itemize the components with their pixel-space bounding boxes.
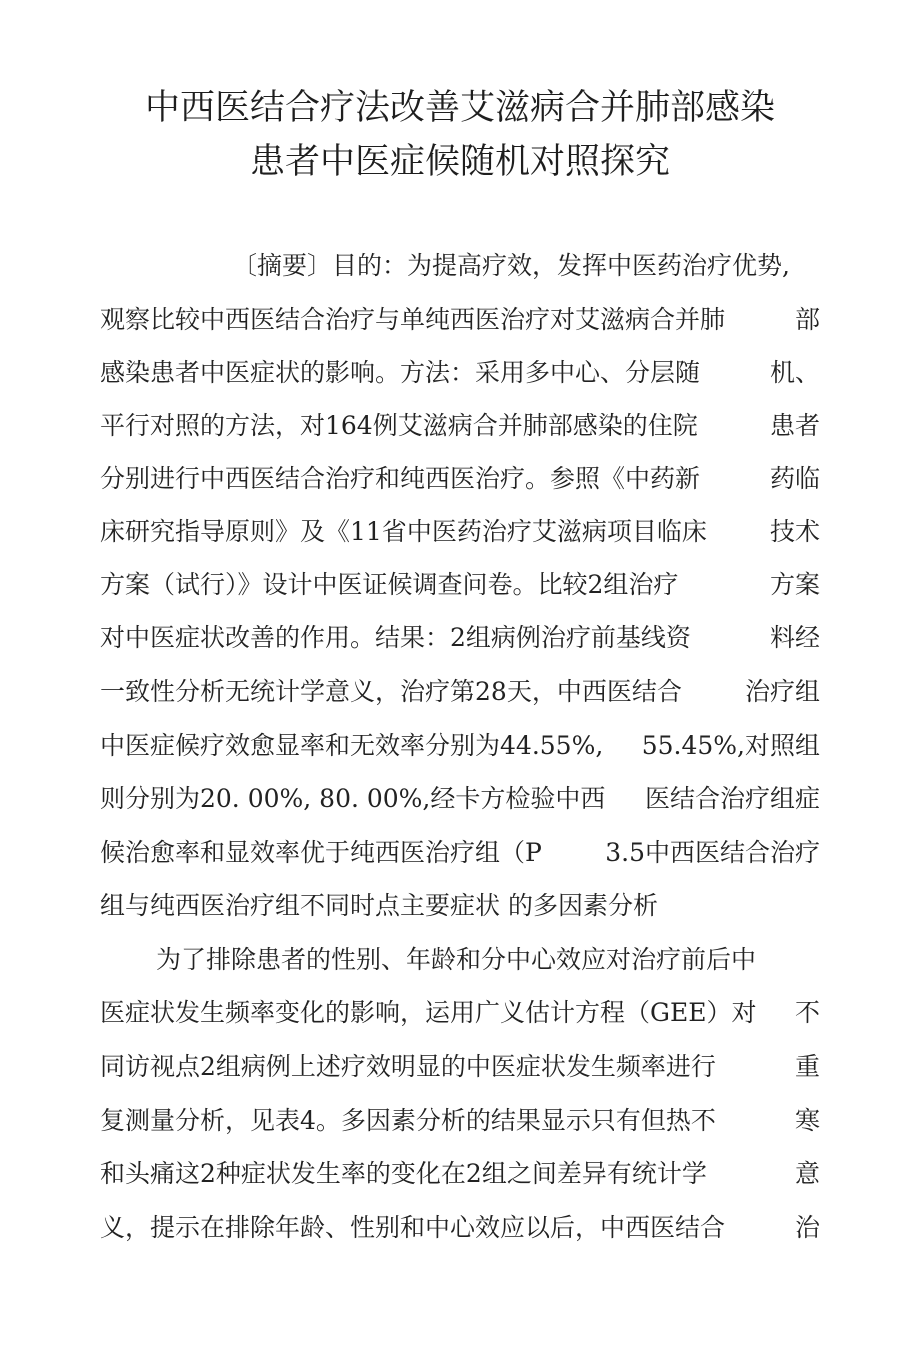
abstract-line-text: 一致性分析无统计学意义，治疗第28天，中西医结合 — [100, 677, 682, 706]
title-line-1: 中西医结合疗法改善艾滋病合并肺部感染 — [144, 88, 775, 128]
abstract-line — [100, 514, 820, 550]
body-line-text: 复测量分析，见表4。多因素分析的结果显示只有但热不 — [100, 1106, 716, 1135]
abstract-line — [100, 461, 820, 497]
body-line — [100, 995, 820, 1031]
abstract-line-tail: 药临 — [769, 464, 820, 493]
abstract-line-text: 组与纯西医治疗组不同时点主要症状 的多因素分析 — [100, 891, 658, 920]
body-line-text: 为了排除患者的性别、年龄和分中心效应对治疗前后中 — [156, 945, 757, 974]
abstract-line — [100, 674, 820, 710]
body-line-tail: 意 — [794, 1159, 820, 1188]
abstract-line-text: 平行对照的方法，对164例艾滋病合并肺部感染的住院 — [100, 411, 698, 440]
title-line-2: 患者中医症候随机对照探究 — [249, 142, 670, 182]
abstract-line — [100, 620, 820, 656]
abstract-line-tail: 3.5中西医结合治疗 — [605, 838, 820, 867]
abstract-line-text: 中医症候疗效愈显率和无效率分别为44.55%, — [100, 731, 604, 760]
body-line-text: 义，提示在排除年龄、性别和中心效应以后，中西医结合 — [100, 1213, 726, 1242]
abstract-line — [100, 888, 820, 924]
abstract-line — [100, 302, 820, 338]
body-line-tail: 寒 — [794, 1106, 820, 1135]
abstract-line-text: 对中医症状改善的作用。结果：2组病例治疗前基线资 — [100, 623, 691, 652]
abstract-line-tail: 技术 — [769, 517, 820, 546]
abstract-line — [100, 835, 820, 871]
abstract-line-tail: 55.45%,对照组 — [641, 731, 820, 760]
abstract-line-tail: 方案 — [769, 570, 820, 599]
abstract-line-text: 〔摘要〕目的：为提高疗效，发挥中医药治疗优势, — [232, 251, 790, 280]
body-line — [100, 1210, 820, 1246]
abstract-line-text: 感染患者中医症状的影响。方法：采用多中心、分层随 — [100, 358, 701, 387]
abstract-line-tail: 患者 — [769, 411, 820, 440]
abstract-line — [100, 728, 820, 764]
abstract-line-tail: 治疗组 — [744, 677, 820, 706]
abstract-line-text: 床研究指导原则》及《11省中医药治疗艾滋病项目临床 — [100, 517, 707, 546]
abstract-line — [100, 408, 820, 444]
abstract-line-text: 方案（试行）》设计中医证候调查问卷。比较2组治疗 — [100, 570, 679, 599]
abstract-line-tail: 部 — [794, 305, 820, 334]
abstract-line-tail: 医结合治疗组症 — [644, 784, 820, 813]
abstract-line-tail: 料经 — [769, 623, 820, 652]
body-line-text: 同访视点2组病例上述疗效明显的中医症状发生频率进行 — [100, 1052, 716, 1081]
abstract-line-text: 分别进行中西医结合治疗和纯西医治疗。参照《中药新 — [100, 464, 701, 493]
body-line-tail: 重 — [794, 1052, 820, 1081]
abstract-line — [100, 355, 820, 391]
body-line-tail: 治 — [794, 1213, 820, 1242]
abstract-line-text: 候治愈率和显效率优于纯西医治疗组（P — [100, 838, 542, 867]
body-line — [100, 1103, 820, 1139]
body-line — [156, 942, 820, 978]
abstract-line-text: 则分别为20. 00%, 80. 00%,经卡方检验中西 — [100, 784, 606, 813]
abstract-line — [100, 567, 820, 603]
body-line — [100, 1156, 820, 1192]
abstract-line-text: 观察比较中西医结合治疗与单纯西医治疗对艾滋病合并肺 — [100, 305, 726, 334]
body-line-text: 和头痛这2种症状发生率的变化在2组之间差异有统计学 — [100, 1159, 707, 1188]
body-line-tail: 不 — [794, 998, 820, 1027]
abstract-line-tail: 机、 — [769, 358, 820, 387]
abstract-line — [100, 781, 820, 817]
body-line-text: 医症状发生频率变化的影响，运用广义估计方程（GEE）对 — [100, 998, 757, 1027]
body-line — [100, 1049, 820, 1085]
abstract-line — [232, 248, 832, 284]
